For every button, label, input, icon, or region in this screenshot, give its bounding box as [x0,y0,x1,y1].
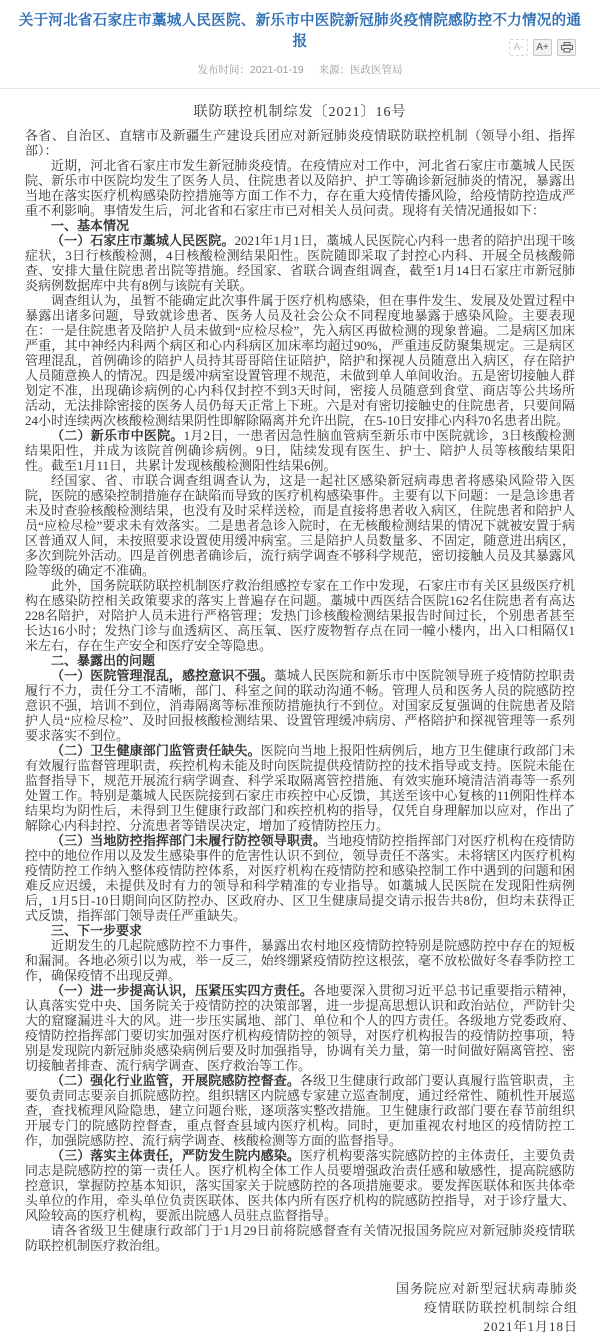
section-heading: 三、下一步要求 [51,923,143,939]
paragraph: 调查组认为，虽暂不能确定此次事件属于医疗机构感染，但在事件发生、发展及处置过程中暴露出诸多问题，导致就诊患者、医务人员及社会公众不同程度地暴露于感染风险。主要表现在：一是住院患者及陪护人员未做到“应检尽检”，先入病区再做检测的现象普遍。二是病区加床严重，其中神经内科两个病区和心内科病区加床率均超过90%，严重违反防聚集规定。三是病区管理混乱，首例确诊的陪护人员持其哥哥陪住证陪护，陪护和探视人员随意出入病区，存在陪护人员随意换人的情况。四是缓冲病室设置管理不规范，未做到单人单间收治。五是密切接触人群划定不准，出现确诊病例的心内科仅封控不到3天时间，密接人员随意到食堂、商店等公共场所活动，无法排除密接的医务人员仍每天正常上下班。六是对有密切接触史的住院患者，只要间隔24小时连续两次核酸检测结果阴性即解除隔离并允许出院，在5-10日安排心内科70名患者出院。 [25,293,575,429]
signature-line: 2021年1月18日 [483,1319,578,1335]
paragraph: （一）进一步提高认识，压紧压实四方责任。各地要深入贯彻习近平总书记重要指示精神，认真落实党中央、国务院关于疫情防控的决策部署，进一步提高思想认识和政治站位，严防针尖大的窟窿漏进斗大的风。进一步压实属地、部门、单位和个人的四方责任。各级地方党委政府、疫情防控指挥部门要切实加强对医疗机构疫情防控的领导，对医疗机构报告的疫情防控事项，特别是发现院内新冠肺炎感染病例后要及时加强指导，协调有关力量，第一时间做好隔离管控、密切接触者排查、流行病学调查、医疗救治等工作。 [25,983,575,1074]
paragraph: （二）强化行业监管，开展院感防控督查。各级卫生健康行政部门要认真履行监管职责，主要负责同志要亲自抓院感防控。组织辖区内院感专家建立巡查制度，通过经常性、随机性开展巡查，查找梳理风险隐患，建立问题台账，逐项落实整改措施。卫生健康行政部门要在春节前组织开展专门的院感防控督查，重点督查县域内医疗机构。同时，更加重视农村地区的疫情防控工作，加强院感防控、流行病学调查、核酸检测等方面的监督指导。 [25,1073,575,1149]
document-number: 联防联控机制综发〔2021〕16号 [193,105,407,121]
article-meta [0,53,600,88]
source-label: 来源：医政医管局 [318,64,403,77]
font-print-toolbar [509,39,576,56]
paragraph: （二）卫生健康部门监管责任缺失。医院向当地上报阳性病例后，地方卫生健康行政部门未有效履行监督管理职责，疾控机构未能及时向医院提供疫情防控的技术指导或支持。医院未能在监督指导下，规范开展流行病学调查、科学采取隔离管控措施、有效实施环境清洁消毒等一系列处置工作。特别是藁城人民医院接到石家庄市疾控中心反馈，其送至该中心复核的11例阳性样本结果均为阴性后，未得到卫生健康行政部门和疾控机构的指导，仅凭自身理解加以应对，作出了解除心内科封控、分流患者等错误决定，增加了疫情防控压力。 [25,743,575,834]
paragraph: 请各省级卫生健康行政部门于1月29日前将院感督查有关情况报国务院应对新冠肺炎疫情联防联控机制医疗救治组。 [25,1223,575,1254]
paragraph: （三）落实主体责任，严防发生院内感染。医疗机构要落实院感防控的主体责任，主要负责同志是院感防控的第一责任人。医疗机构全体工作人员要增强政治责任感和敏感性，提高院感防控意识，掌握防控基本知识，落实国家关于院感防控的各项措施要求。要发挥医联体和医共体牵头单位的作用，牵头单位负责医联体、医共体内所有医疗机构的院感防控指导，对于诊疗量大、风险较高的医疗机构，要派出院感人员驻点监督指导。 [25,1148,575,1224]
section-heading: 二、暴露出的问题 [51,653,156,669]
paragraph: （二）新乐市中医院。1月2日，一患者因急性脑血管病至新乐市中医院就诊，3日核酸检测结果阳性，并成为该院首例确诊病例。9日，陆续发现有医生、护士、陪护人员等核酸结果阳性。截至1月11日，共累计发现核酸检测阳性结果6例。 [25,428,575,474]
paragraph: 各省、自治区、直辖市及新疆生产建设兵团应对新冠肺炎疫情联防联控机制（领导小组、指挥部）： [25,128,575,159]
paragraph: 近期，河北省石家庄市发生新冠肺炎疫情。在疫情应对工作中，河北省石家庄市藁城人民医院、新乐市中医院均发生了医务人员、住院患者以及陪护、护工等确诊新冠肺炎的情况，暴露出当地在落实医疗机构感染防控措施等方面工作不力，存在重大疫情传播风险，给疫情防控造成严重不利影响。事情发生后，河北省和石家庄市已对相关人员问责。现将有关情况通报如下： [25,158,575,219]
signature-line: 国务院应对新型冠状病毒肺炎 [395,1281,578,1297]
font-increase-button[interactable]: A+ [533,39,552,56]
signature-block [0,1279,600,1336]
paragraph: 近期发生的几起院感防控不力事件，暴露出农村地区疫情防控特别是院感防控中存在的短板和漏洞。各地必须引以为戒，举一反三，始终绷紧疫情防控这根弦，毫不放松做好冬春季防控工作，确保疫情不出现反弹。 [25,938,575,984]
paragraph: 经国家、省、市联合调查组调查认为，这是一起社区感染新冠病毒患者将感染风险带入医院，医院的感染控制措施存在缺陷而导致的医疗机构感染事件。主要有以下问题：一是急诊患者未及时查验核酸检测结果，也没有及时采样送检，而是直接将患者收入病区，住院患者和陪护人员“应检尽检”要求未有效落实。二是患者急诊入院时，在无核酸检测结果的情况下就被安置于病区普通双人间，未按照要求设置使用缓冲病室。三是陪护人员数量多、不固定，随意进出病区，多次到院外活动。四是首例患者确诊后，流行病学调查不够科学规范，密切接触人员及其暴露风险等级的确定不准确。 [25,473,575,579]
paragraph: 此外，国务院联防联控机制医疗救治组感控专家在工作中发现，石家庄市有关区县级医疗机构在感染防控相关政策要求的落实上普遍存在问题。藁城中西医结合医院162名住院患者有高达228名陪护，对陪护人员未进行严格管理；发热门诊核酸检测结果报告时间过长，个别患者甚至长达16小时；发热门诊与血透病区、高压氧、医疗废物暂存点在同一幢小楼内，出入口相隔仅1米左右，存在生产安全和医疗安全等隐患。 [25,578,575,654]
section-heading: 一、基本情况 [51,218,130,234]
font-decrease-button[interactable]: A- [509,39,528,56]
page-title: 关于河北省石家庄市藁城人民医院、新乐市中医院新冠肺炎疫情院感防控不力情况的通报 [18,13,582,51]
signature-line: 疫情联防联控机制综合组 [423,1300,578,1316]
paragraph: （一）石家庄市藁城人民医院。2021年1月1日，藁城人民医院心内科一患者的陪护出现干咳症状，3日行核酸检测，4日核酸检测结果阳性。医院随即采取了封控心内科、开展全员核酸筛查、安排大量住院患者出院等措施。经国家、省联合调查组调查，截至1月14日石家庄市新冠肺炎病例数据库中共有8例与该院有关联。 [25,233,575,294]
paragraph: （三）当地防控指挥部门未履行防控领导职责。当地疫情防控指挥部门对医疗机构在疫情防控中的地位作用以及发生感染事件的危害性认识不到位，领导责任不落实。未将辖区内医疗机构疫情防控工作纳入整体疫情防控体系，对医疗机构在疫情防控和感染控制工作中遇到的问题和困难反应迟缓，未提供及时有力的领导和科学精准的专业指导。如藁城人民医院在发现阳性病例后，1月5日-10日期间向区防控办、区政府办、区卫生健康局提交请示报告共8份，但均未获得正式反馈，指挥部门领导责任严重缺失。 [25,833,575,924]
document-paragraphs [0,128,600,1253]
paragraph: （一）医院管理混乱，感控意识不强。藁城人民医院和新乐市中医院领导班子疫情防控职责履行不力，责任分工不清晰，部门、科室之间的联动沟通不畅。管理人员和医务人员的院感防控意识不强，培训不到位，消毒隔离等标准预防措施执行不到位。对国家反复强调的住院患者及陪护人员“应检尽检”、及时回报核酸检测结果、设置管理缓冲病房、严格陪护和探视管理等一系列要求落实不到位。 [25,668,575,744]
printer-icon [561,42,573,53]
print-button[interactable] [557,39,576,56]
publish-date: 发布时间：2021-01-19 [197,64,304,77]
